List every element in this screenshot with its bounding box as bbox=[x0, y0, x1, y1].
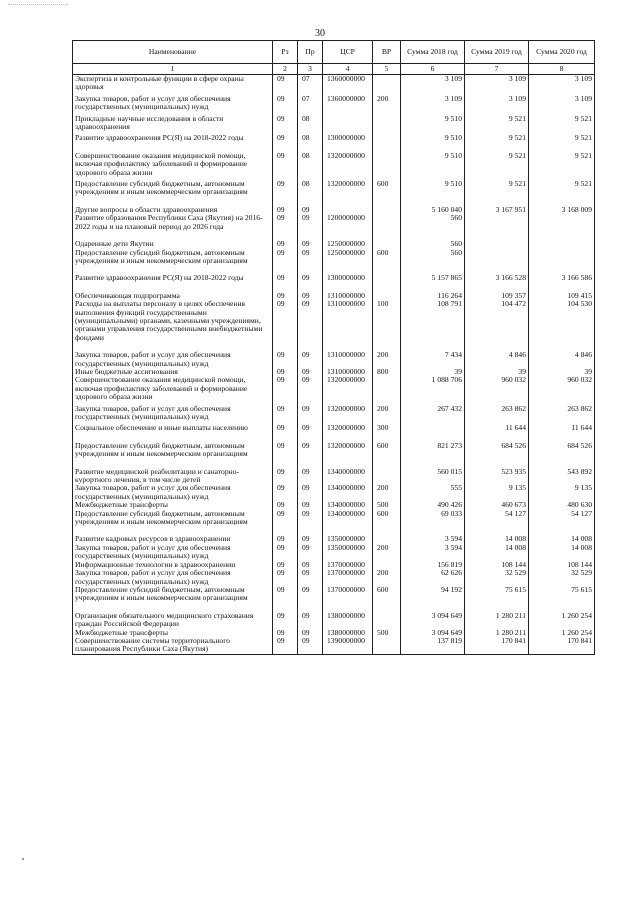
cell-name: Информационные технологии в здравоохранении bbox=[73, 561, 273, 569]
cell-name: Закупка товаров, работ и услуг для обеспечения государственных (муниципальных) нужд bbox=[73, 544, 273, 561]
cell-rz: 09 bbox=[273, 342, 298, 368]
cell-sum-2020: 75 615 bbox=[529, 586, 595, 603]
cell-csr: 1370000000 bbox=[323, 561, 373, 569]
cell-name: Совершенствование оказания медицинской помощи, включая профилактику заболеваний и формирование здорового образа жизни bbox=[73, 143, 273, 177]
cell-vr: 600 bbox=[373, 586, 401, 603]
table-row bbox=[73, 177, 595, 197]
cell-rz: 09 bbox=[273, 283, 298, 300]
cell-sum-2020: 32 529 bbox=[529, 569, 595, 586]
table-row bbox=[73, 603, 595, 629]
cell-sum-2019: 1 280 211 bbox=[465, 603, 529, 629]
cell-pr: 09 bbox=[298, 402, 323, 422]
cell-name: Совершенствование системы территориального планирования Республики Саха (Якутия) bbox=[73, 637, 273, 654]
table-row bbox=[73, 376, 595, 401]
cell-pr: 09 bbox=[298, 629, 323, 637]
cell-name: Развитие образования Республики Саха (Якутия) на 2016-2022 годы и на плановый период до 2026 года bbox=[73, 214, 273, 231]
cell-sum-2019: 960 032 bbox=[465, 376, 529, 401]
cell-name: Развитие кадровых ресурсов в здравоохранении bbox=[73, 526, 273, 543]
cell-sum-2019: 32 529 bbox=[465, 569, 529, 586]
cell-sum-2019: 3 109 bbox=[465, 92, 529, 112]
cell-pr: 09 bbox=[298, 265, 323, 282]
cell-pr: 08 bbox=[298, 112, 323, 132]
cell-sum-2018: 555 bbox=[401, 484, 465, 501]
cell-pr: 09 bbox=[298, 544, 323, 561]
table-row bbox=[73, 75, 595, 92]
cell-pr: 09 bbox=[298, 433, 323, 459]
cell-sum-2020 bbox=[529, 214, 595, 231]
cell-pr: 09 bbox=[298, 586, 323, 603]
table-row bbox=[73, 569, 595, 586]
cell-pr: 08 bbox=[298, 143, 323, 177]
cell-sum-2020: 54 127 bbox=[529, 510, 595, 527]
cell-csr: 1250000000 bbox=[323, 231, 373, 248]
col-header-vr: ВР bbox=[373, 41, 401, 64]
table-row bbox=[73, 544, 595, 561]
cell-name: Другие вопросы в области здравоохранения bbox=[73, 197, 273, 214]
cell-sum-2018: 267 432 bbox=[401, 402, 465, 422]
cell-csr: 1360000000 bbox=[323, 92, 373, 112]
cell-rz: 09 bbox=[273, 544, 298, 561]
cell-sum-2019: 460 673 bbox=[465, 501, 529, 509]
cell-sum-2019: 104 472 bbox=[465, 300, 529, 342]
cell-sum-2020: 684 526 bbox=[529, 433, 595, 459]
cell-vr: 600 bbox=[373, 433, 401, 459]
cell-csr: 1340000000 bbox=[323, 484, 373, 501]
cell-csr: 1310000000 bbox=[323, 368, 373, 376]
cell-pr: 07 bbox=[298, 92, 323, 112]
cell-csr: 1320000000 bbox=[323, 433, 373, 459]
cell-rz: 09 bbox=[273, 586, 298, 603]
cell-sum-2018: 7 434 bbox=[401, 342, 465, 368]
cell-sum-2019 bbox=[465, 231, 529, 248]
cell-pr: 09 bbox=[298, 283, 323, 300]
cell-pr: 09 bbox=[298, 342, 323, 368]
cell-sum-2020: 14 008 bbox=[529, 544, 595, 561]
header-row bbox=[73, 41, 595, 64]
cell-sum-2019: 3 109 bbox=[465, 75, 529, 92]
cell-rz: 09 bbox=[273, 249, 298, 266]
cell-sum-2018 bbox=[401, 421, 465, 432]
cell-pr: 09 bbox=[298, 459, 323, 485]
cell-sum-2018: 3 109 bbox=[401, 75, 465, 92]
cell-vr: 200 bbox=[373, 569, 401, 586]
cell-sum-2018: 9 510 bbox=[401, 131, 465, 142]
cell-sum-2019: 9 135 bbox=[465, 484, 529, 501]
cell-vr bbox=[373, 283, 401, 300]
cell-sum-2019: 39 bbox=[465, 368, 529, 376]
cell-csr: 1250000000 bbox=[323, 249, 373, 266]
cell-sum-2020: 3 166 586 bbox=[529, 265, 595, 282]
table-row bbox=[73, 459, 595, 485]
cell-pr: 09 bbox=[298, 484, 323, 501]
cell-sum-2020: 9 521 bbox=[529, 143, 595, 177]
cell-sum-2018: 5 157 865 bbox=[401, 265, 465, 282]
cell-pr: 09 bbox=[298, 368, 323, 376]
cell-sum-2020 bbox=[529, 231, 595, 248]
cell-sum-2020: 1 260 254 bbox=[529, 629, 595, 637]
cell-rz: 09 bbox=[273, 376, 298, 401]
cell-csr: 1380000000 bbox=[323, 629, 373, 637]
cell-rz: 09 bbox=[273, 402, 298, 422]
cell-csr: 1320000000 bbox=[323, 177, 373, 197]
cell-csr: 1310000000 bbox=[323, 342, 373, 368]
cell-csr: 1340000000 bbox=[323, 459, 373, 485]
table-row bbox=[73, 214, 595, 231]
cell-pr: 09 bbox=[298, 214, 323, 231]
cell-name: Закупка товаров, работ и услуг для обеспечения государственных (муниципальных) нужд bbox=[73, 92, 273, 112]
col-header-sum-2019: Сумма 2019 год bbox=[465, 41, 529, 64]
col-number: 1 bbox=[73, 64, 273, 75]
cell-sum-2018: 3 094 649 bbox=[401, 603, 465, 629]
cell-csr bbox=[323, 197, 373, 214]
cell-sum-2018: 9 510 bbox=[401, 143, 465, 177]
cell-csr bbox=[323, 112, 373, 132]
cell-name: Социальное обеспечение и иные выплаты населению bbox=[73, 421, 273, 432]
cell-sum-2020: 4 846 bbox=[529, 342, 595, 368]
cell-rz: 09 bbox=[273, 112, 298, 132]
cell-sum-2019: 9 521 bbox=[465, 143, 529, 177]
table-row bbox=[73, 131, 595, 142]
cell-pr: 09 bbox=[298, 376, 323, 401]
cell-sum-2020 bbox=[529, 249, 595, 266]
cell-csr: 1350000000 bbox=[323, 544, 373, 561]
cell-vr: 200 bbox=[373, 402, 401, 422]
cell-rz: 09 bbox=[273, 561, 298, 569]
cell-csr: 1310000000 bbox=[323, 300, 373, 342]
cell-sum-2019: 75 615 bbox=[465, 586, 529, 603]
cell-rz: 09 bbox=[273, 603, 298, 629]
cell-rz: 09 bbox=[273, 526, 298, 543]
cell-sum-2019: 109 357 bbox=[465, 283, 529, 300]
cell-sum-2020: 109 415 bbox=[529, 283, 595, 300]
cell-name: Обеспечивающая подпрограмма bbox=[73, 283, 273, 300]
cell-rz: 09 bbox=[273, 300, 298, 342]
cell-sum-2020: 263 862 bbox=[529, 402, 595, 422]
cell-sum-2018: 1 088 706 bbox=[401, 376, 465, 401]
cell-sum-2020: 9 135 bbox=[529, 484, 595, 501]
cell-csr: 1360000000 bbox=[323, 75, 373, 92]
cell-sum-2019: 1 280 211 bbox=[465, 629, 529, 637]
cell-csr: 1370000000 bbox=[323, 569, 373, 586]
col-header-rz: Рз bbox=[273, 41, 298, 64]
cell-pr: 08 bbox=[298, 177, 323, 197]
cell-name: Закупка товаров, работ и услуг для обеспечения государственных (муниципальных) нужд bbox=[73, 402, 273, 422]
cell-sum-2020: 3 168 009 bbox=[529, 197, 595, 214]
cell-sum-2018: 5 160 040 bbox=[401, 197, 465, 214]
cell-name: Закупка товаров, работ и услуг для обеспечения государственных (муниципальных) нужд bbox=[73, 342, 273, 368]
cell-sum-2020: 543 892 bbox=[529, 459, 595, 485]
cell-name: Расходы на выплаты персоналу в целях обеспечения выполнения функций государственными (муниципальными) органами, казенными учреждениями, органами управления государственными внебюджетными фондами bbox=[73, 300, 273, 342]
cell-csr: 1370000000 bbox=[323, 586, 373, 603]
cell-sum-2018: 94 192 bbox=[401, 586, 465, 603]
cell-vr: 600 bbox=[373, 177, 401, 197]
table-body bbox=[73, 75, 595, 655]
cell-rz: 09 bbox=[273, 569, 298, 586]
cell-sum-2020: 480 630 bbox=[529, 501, 595, 509]
table-row bbox=[73, 510, 595, 527]
cell-sum-2019: 263 862 bbox=[465, 402, 529, 422]
cell-sum-2019: 54 127 bbox=[465, 510, 529, 527]
cell-sum-2018: 116 264 bbox=[401, 283, 465, 300]
cell-pr: 09 bbox=[298, 526, 323, 543]
col-number: 6 bbox=[401, 64, 465, 75]
table-row bbox=[73, 265, 595, 282]
table-row bbox=[73, 143, 595, 177]
cell-sum-2020: 3 109 bbox=[529, 92, 595, 112]
cell-sum-2018: 3 094 649 bbox=[401, 629, 465, 637]
cell-name: Прикладные научные исследования в области здравоохранения bbox=[73, 112, 273, 132]
col-header-name: Наименование bbox=[73, 41, 273, 64]
cell-name: Организация обязательного медицинского страхования граждан Российской Федерации bbox=[73, 603, 273, 629]
cell-csr: 1390000000 bbox=[323, 637, 373, 654]
cell-pr: 09 bbox=[298, 569, 323, 586]
cell-sum-2019: 9 521 bbox=[465, 131, 529, 142]
col-number: 5 bbox=[373, 64, 401, 75]
cell-sum-2018: 490 426 bbox=[401, 501, 465, 509]
col-header-sum-2018: Сумма 2018 год bbox=[401, 41, 465, 64]
cell-sum-2020: 14 008 bbox=[529, 526, 595, 543]
col-header-sum-2020: Сумма 2020 год bbox=[529, 41, 595, 64]
cell-rz: 09 bbox=[273, 214, 298, 231]
cell-vr bbox=[373, 131, 401, 142]
cell-sum-2019: 3 166 528 bbox=[465, 265, 529, 282]
cell-name: Предоставление субсидий бюджетным, автономным учреждениям и иным некоммерческим организациям bbox=[73, 249, 273, 266]
cell-sum-2019: 523 935 bbox=[465, 459, 529, 485]
cell-rz: 09 bbox=[273, 197, 298, 214]
cell-vr: 200 bbox=[373, 342, 401, 368]
cell-name: Развитие здравоохранения РС(Я) на 2018-2022 годы bbox=[73, 131, 273, 142]
cell-sum-2019 bbox=[465, 249, 529, 266]
cell-rz: 09 bbox=[273, 459, 298, 485]
cell-csr: 1350000000 bbox=[323, 526, 373, 543]
cell-sum-2018: 821 273 bbox=[401, 433, 465, 459]
cell-csr: 1320000000 bbox=[323, 376, 373, 401]
cell-name: Закупка товаров, работ и услуг для обеспечения государственных (муниципальных) нужд bbox=[73, 569, 273, 586]
table-row bbox=[73, 484, 595, 501]
cell-rz: 09 bbox=[273, 231, 298, 248]
cell-vr: 200 bbox=[373, 544, 401, 561]
table-row bbox=[73, 197, 595, 214]
cell-name: Предоставление субсидий бюджетным, автономным учреждениям и иным некоммерческим организациям bbox=[73, 510, 273, 527]
cell-vr bbox=[373, 197, 401, 214]
cell-sum-2018: 560 bbox=[401, 249, 465, 266]
cell-rz: 09 bbox=[273, 177, 298, 197]
cell-sum-2018: 108 791 bbox=[401, 300, 465, 342]
cell-vr bbox=[373, 231, 401, 248]
cell-sum-2018: 62 626 bbox=[401, 569, 465, 586]
cell-sum-2018: 3 109 bbox=[401, 92, 465, 112]
cell-pr: 09 bbox=[298, 300, 323, 342]
cell-vr bbox=[373, 265, 401, 282]
cell-name: Одаренные дети Якутии bbox=[73, 231, 273, 248]
cell-name: Предоставление субсидий бюджетным, автономным учреждениям и иным некоммерческим организациям bbox=[73, 586, 273, 603]
cell-csr: 1320000000 bbox=[323, 143, 373, 177]
col-number: 7 bbox=[465, 64, 529, 75]
cell-sum-2020: 9 521 bbox=[529, 131, 595, 142]
cell-name: Развитие здравоохранения РС(Я) на 2018-2022 годы bbox=[73, 265, 273, 282]
cell-csr: 1310000000 bbox=[323, 283, 373, 300]
cell-rz: 09 bbox=[273, 421, 298, 432]
cell-sum-2018: 9 510 bbox=[401, 112, 465, 132]
table-row bbox=[73, 637, 595, 654]
cell-sum-2019 bbox=[465, 214, 529, 231]
budget-table bbox=[72, 40, 595, 655]
cell-sum-2020: 11 644 bbox=[529, 421, 595, 432]
cell-pr: 09 bbox=[298, 421, 323, 432]
table-row bbox=[73, 112, 595, 132]
cell-csr: 1320000000 bbox=[323, 402, 373, 422]
page-number: 30 bbox=[315, 28, 325, 39]
cell-csr: 1380000000 bbox=[323, 603, 373, 629]
cell-sum-2019: 14 008 bbox=[465, 526, 529, 543]
cell-rz: 09 bbox=[273, 629, 298, 637]
table-row bbox=[73, 283, 595, 300]
cell-name: Иные бюджетные ассигнования bbox=[73, 368, 273, 376]
column-number-row bbox=[73, 64, 595, 75]
cell-vr bbox=[373, 75, 401, 92]
cell-vr bbox=[373, 459, 401, 485]
cell-vr: 600 bbox=[373, 510, 401, 527]
table-row bbox=[73, 526, 595, 543]
cell-vr bbox=[373, 376, 401, 401]
cell-pr: 09 bbox=[298, 501, 323, 509]
cell-vr: 600 bbox=[373, 249, 401, 266]
cell-pr: 09 bbox=[298, 197, 323, 214]
cell-rz: 09 bbox=[273, 368, 298, 376]
cell-sum-2019: 9 521 bbox=[465, 177, 529, 197]
cell-name: Развитие медицинской реабилитации и санаторно-курортного лечения, в том числе детей bbox=[73, 459, 273, 485]
cell-pr: 09 bbox=[298, 249, 323, 266]
cell-sum-2019: 9 521 bbox=[465, 112, 529, 132]
scan-artifact bbox=[8, 4, 68, 9]
cell-name: Предоставление субсидий бюджетным, автономным учреждениям и иным некоммерческим организациям bbox=[73, 433, 273, 459]
cell-vr: 100 bbox=[373, 300, 401, 342]
cell-vr: 200 bbox=[373, 92, 401, 112]
cell-name: Экспертиза и контрольные функции в сфере охраны здоровья bbox=[73, 75, 273, 92]
cell-vr bbox=[373, 112, 401, 132]
cell-sum-2018: 3 594 bbox=[401, 526, 465, 543]
cell-sum-2020: 9 521 bbox=[529, 177, 595, 197]
scan-dot bbox=[22, 858, 24, 860]
cell-sum-2019: 170 841 bbox=[465, 637, 529, 654]
cell-rz: 09 bbox=[273, 510, 298, 527]
cell-vr: 200 bbox=[373, 484, 401, 501]
cell-sum-2019: 14 008 bbox=[465, 544, 529, 561]
cell-sum-2018: 560 bbox=[401, 231, 465, 248]
cell-sum-2018: 3 594 bbox=[401, 544, 465, 561]
cell-sum-2019: 684 526 bbox=[465, 433, 529, 459]
col-number: 3 bbox=[298, 64, 323, 75]
table-row bbox=[73, 92, 595, 112]
budget-table-container bbox=[72, 40, 594, 655]
cell-sum-2020: 108 144 bbox=[529, 561, 595, 569]
table-row bbox=[73, 402, 595, 422]
cell-sum-2019: 3 167 951 bbox=[465, 197, 529, 214]
cell-pr: 09 bbox=[298, 510, 323, 527]
cell-sum-2020: 39 bbox=[529, 368, 595, 376]
cell-rz: 09 bbox=[273, 143, 298, 177]
cell-csr: 1340000000 bbox=[323, 501, 373, 509]
table-row bbox=[73, 586, 595, 603]
cell-name: Предоставление субсидий бюджетным, автономным учреждениям и иным некоммерческим организациям bbox=[73, 177, 273, 197]
table-row bbox=[73, 433, 595, 459]
cell-sum-2020: 170 841 bbox=[529, 637, 595, 654]
cell-sum-2020: 3 109 bbox=[529, 75, 595, 92]
cell-sum-2018: 69 033 bbox=[401, 510, 465, 527]
cell-rz: 09 bbox=[273, 484, 298, 501]
cell-pr: 09 bbox=[298, 603, 323, 629]
cell-rz: 09 bbox=[273, 92, 298, 112]
cell-rz: 09 bbox=[273, 501, 298, 509]
cell-sum-2019: 4 846 bbox=[465, 342, 529, 368]
table-row bbox=[73, 342, 595, 368]
col-number: 4 bbox=[323, 64, 373, 75]
table-row bbox=[73, 249, 595, 266]
cell-sum-2018: 137 819 bbox=[401, 637, 465, 654]
cell-sum-2020: 960 032 bbox=[529, 376, 595, 401]
table-row bbox=[73, 421, 595, 432]
cell-csr: 1200000000 bbox=[323, 214, 373, 231]
cell-csr: 1340000000 bbox=[323, 510, 373, 527]
cell-sum-2018: 39 bbox=[401, 368, 465, 376]
cell-rz: 09 bbox=[273, 265, 298, 282]
cell-vr: 800 bbox=[373, 368, 401, 376]
cell-csr: 1300000000 bbox=[323, 265, 373, 282]
table-row bbox=[73, 300, 595, 342]
cell-name: Межбюджетные трансферты bbox=[73, 629, 273, 637]
cell-sum-2018: 9 510 bbox=[401, 177, 465, 197]
cell-rz: 09 bbox=[273, 637, 298, 654]
cell-csr: 1300000000 bbox=[323, 131, 373, 142]
cell-sum-2018: 560 bbox=[401, 214, 465, 231]
cell-sum-2019: 108 144 bbox=[465, 561, 529, 569]
cell-name: Закупка товаров, работ и услуг для обеспечения государственных (муниципальных) нужд bbox=[73, 484, 273, 501]
cell-pr: 09 bbox=[298, 231, 323, 248]
cell-sum-2020: 9 521 bbox=[529, 112, 595, 132]
table-row bbox=[73, 231, 595, 248]
cell-rz: 09 bbox=[273, 433, 298, 459]
cell-vr bbox=[373, 526, 401, 543]
col-number: 2 bbox=[273, 64, 298, 75]
cell-name: Межбюджетные трансферты bbox=[73, 501, 273, 509]
cell-vr: 500 bbox=[373, 629, 401, 637]
cell-vr bbox=[373, 637, 401, 654]
col-header-csr: ЦСР bbox=[323, 41, 373, 64]
cell-pr: 07 bbox=[298, 75, 323, 92]
cell-sum-2020: 104 530 bbox=[529, 300, 595, 342]
cell-rz: 09 bbox=[273, 75, 298, 92]
cell-vr: 300 bbox=[373, 421, 401, 432]
cell-pr: 09 bbox=[298, 561, 323, 569]
cell-vr bbox=[373, 143, 401, 177]
cell-sum-2020: 1 260 254 bbox=[529, 603, 595, 629]
cell-sum-2018: 156 819 bbox=[401, 561, 465, 569]
cell-csr: 1320000000 bbox=[323, 421, 373, 432]
cell-rz: 09 bbox=[273, 131, 298, 142]
cell-pr: 08 bbox=[298, 131, 323, 142]
cell-sum-2019: 11 644 bbox=[465, 421, 529, 432]
cell-vr: 500 bbox=[373, 501, 401, 509]
cell-vr bbox=[373, 603, 401, 629]
cell-sum-2018: 560 015 bbox=[401, 459, 465, 485]
cell-vr bbox=[373, 214, 401, 231]
col-header-pr: Пр bbox=[298, 41, 323, 64]
cell-name: Совершенствование оказания медицинской помощи, включая профилактику заболеваний и формирование здорового образа жизни bbox=[73, 376, 273, 401]
col-number: 8 bbox=[529, 64, 595, 75]
cell-pr: 09 bbox=[298, 637, 323, 654]
